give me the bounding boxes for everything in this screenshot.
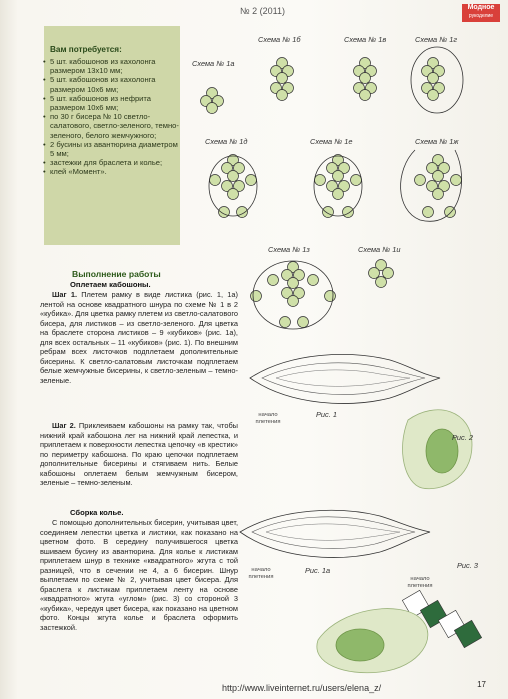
figure-label: Рис. 3 (457, 561, 478, 570)
materials-item: • 5 шт. кабошонов из нефрита размером 10x6 мм; (42, 94, 180, 112)
figure-label: Рис. 1а (305, 566, 331, 575)
step-1-text: Шаг 1. Плетем рамку в виде листика (рис. 1, 1а) лентой на основе квадратного шнура по схеме № 1 в 2 «кубика». Для цветка рамку плетем из светло-салатового бисера, для листиков – из светло-зеленого. Для цветка на браслете сторона листиков – 9 «кубиков» (рис. 1а), для всех остальных – 11 «кубиков» (рис. 1). По внешним ребрам всех листочков подплетаем дополнительные бисерины. К светло-салатовым листочкам подплетаем белые жемчужные бисерины, к светло-зеленым – темно-зеленые. (40, 290, 238, 385)
page-number: 17 (477, 680, 486, 689)
scheme-label: Схема № 1а (192, 59, 235, 68)
materials-item: • застежки для браслета и колье; (42, 158, 180, 167)
materials-item: • по 30 г бисера № 10 светло-салатового, светло-зеленого, темно-зеленого, белого жемчужного; (42, 112, 180, 140)
start-note: начало плетения (248, 567, 274, 580)
scheme-label: Схема № 1в (344, 35, 387, 44)
materials-item: • клей «Момент». (42, 167, 180, 176)
scheme-label: Схема № 1г (415, 35, 458, 44)
assembly-text: С помощью дополнительных бисерин, учитывая цвет, соединяем лепестки цветка и листики, как показано на цветном фото. В середину получившегося цветка вшиваем бусину из авантюрина. Для колье к листикам приплетаем шнур в технике «квадратного» жгута с той разницей, что в сечении не 4, а 6 бисерин. Шнур выплетаем по схеме № 2, учитывая цвет бисера. Для браслета к листикам приплетаем ленту на основе «квадратного» жгута «углом» (рис. 3) со стороной 3 «кубика», чередуя цвет бисера, как показано на цветном фото. Концы жгута колье и браслета оформить застежкой. (40, 518, 238, 632)
materials-item: • 5 шт. кабошонов из кахолонга размером 10x6 мм; (42, 75, 180, 93)
section-title: Выполнение работы (72, 269, 161, 279)
scheme-label: Схема № 1е (310, 137, 353, 146)
scheme-label: Схема № 1и (358, 245, 401, 254)
figure-label: Рис. 1 (316, 410, 337, 419)
step-2-text: Шаг 2. Приклеиваем кабошоны на рамку так, чтобы нижний край кабошона лег на нижний край лепестка, и приплетаем к поверхности лепестка цепочку «в крестик» по периметру кабошона. По краю цепочки подплетаем дополнительные бисерины и стягиваем нить. Белые кабошоны оплетаем белым жемчужным бисером, зеленые – темно-зеленым. (40, 421, 238, 487)
figure-label: Рис. 2 (452, 433, 473, 442)
footer-url: http://www.liveinternet.ru/users/elena_z/ (222, 683, 382, 693)
brand-logo: Модное рукоделие (462, 4, 500, 22)
scheme-label: Схема № 1ж (415, 137, 459, 146)
materials-item: • 5 шт. кабошонов из кахолонга размером 13x10 мм; (42, 57, 180, 75)
scheme-label: Схема № 1д (205, 137, 248, 146)
scheme-label: Схема № 1б (258, 35, 301, 44)
materials-title: Вам потребуется: (50, 45, 122, 54)
materials-item: • 2 бусины из авантюрина диаметром 5 мм; (42, 140, 180, 158)
start-note: начало плетения (255, 412, 281, 425)
scheme-label: Схема № 1з (268, 245, 310, 254)
start-note: начало плетения (407, 576, 433, 589)
subheading-cabochons: Оплетаем кабошоны. (70, 280, 151, 289)
subheading-assembly: Сборка колье. (70, 508, 124, 517)
issue-number: № 2 (2011) (240, 6, 286, 16)
